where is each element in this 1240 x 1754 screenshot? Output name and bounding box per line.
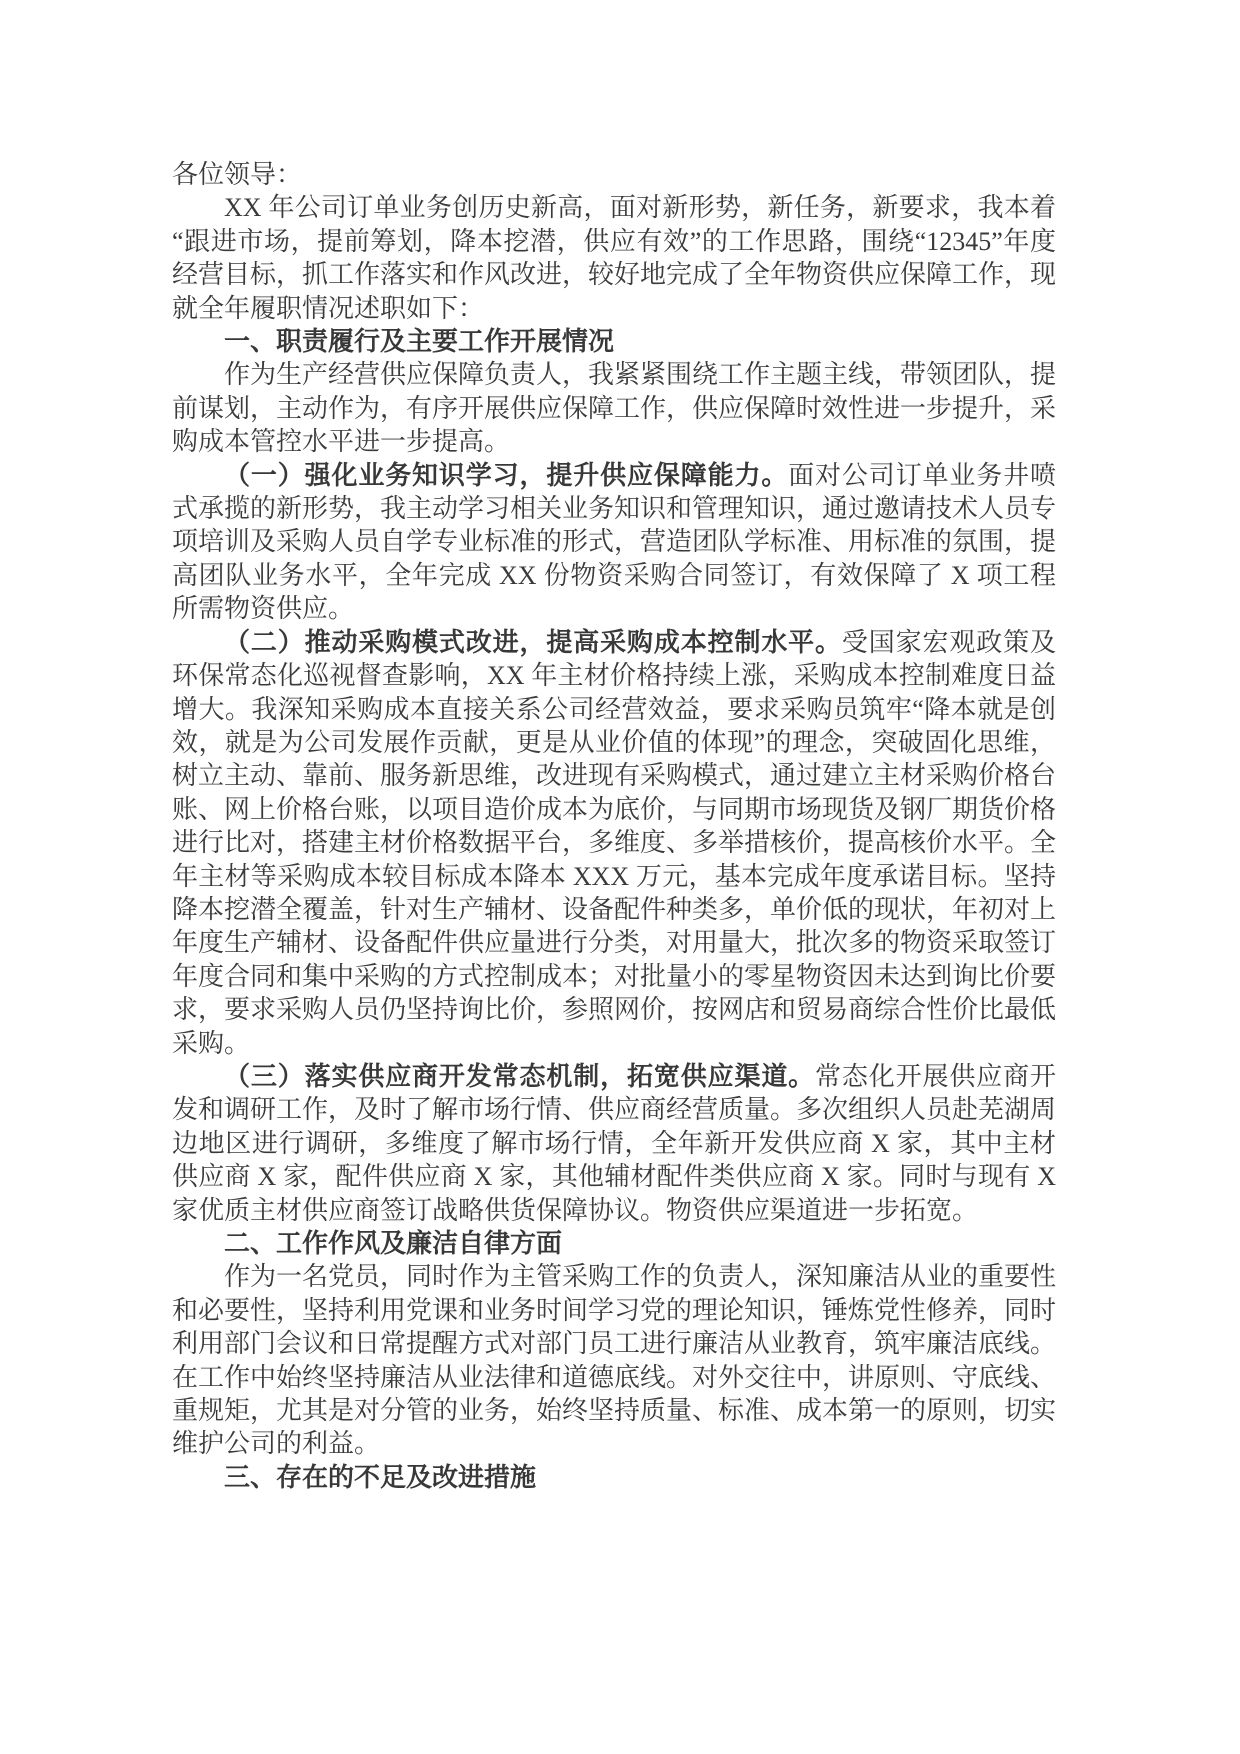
document-body [172, 158, 1056, 1494]
paragraph: XX 年公司订单业务创历史新高，面对新形势，新任务，新要求，我本着“跟进市场，提前筹划，降本挖潜，供应有效”的工作思路，围绕“12345”年度经营目标，抓工作落实和作风改进，较好地完成了全年物资供应保障工作，现就全年履职情况述职如下： [172, 193, 1057, 323]
section-heading: 一、职责履行及主要工作开展情况 [224, 327, 615, 357]
salutation-line: 各位领导： [172, 160, 303, 189]
paragraph: （三）落实供应商开发常态机制，拓宽供应渠道。常态化开展供应商开发和调研工作，及时了解市场行情、供应商经营质量。多次组织人员赴芜湖周边地区进行调研，多维度了解市场行情，全年新开发供应商 X 家，其中主材供应商 X 家，配件供应商 X 家，其他辅材配件类供应商 X 家。同时与现有 X 家优质主材供应商签订战略供货保障协议。物资供应渠道进一步拓宽。 [172, 1061, 1057, 1225]
paragraph: 作为生产经营供应保障负责人，我紧紧围绕工作主题主线，带领团队，提前谋划，主动作为，有序开展供应保障工作，供应保障时效性进一步提升，采购成本管控水平进一步提高。 [172, 360, 1057, 457]
paragraph: （一）强化业务知识学习，提升供应保障能力。面对公司订单业务井喷式承揽的新形势，我主动学习相关业务知识和管理知识，通过邀请技术人员专项培训及采购人员自学专业标准的形式，营造团队学标准、用标准的氛围，提高团队业务水平，全年完成 XX 份物资采购合同签订，有效保障了 X 项工程所需物资供应。 [172, 460, 1057, 624]
section-heading: 二、工作作风及廉洁自律方面 [224, 1229, 563, 1258]
section-heading: 三、存在的不足及改进措施 [224, 1462, 537, 1492]
paragraph: 作为一名党员，同时作为主管采购工作的负责人，深知廉洁从业的重要性和必要性，坚持利用党课和业务时间学习党的理论知识，锤炼党性修养，同时利用部门会议和日常提醒方式对部门员工进行廉洁从业教育，筑牢廉洁底线。在工作中始终坚持廉洁从业法律和道德底线。对外交往中，讲原则、守底线、重规矩，尤其是对分管的业务，始终坚持质量、标准、成本第一的原则，切实维护公司的利益。 [172, 1262, 1057, 1459]
paragraph-lead: （一）强化业务知识学习，提升供应保障能力。 [224, 460, 789, 490]
paragraph: （二）推动采购模式改进，提高采购成本控制水平。受国家宏观政策及环保常态化巡视督查影响，XX 年主材价格持续上涨，采购成本控制难度日益增大。我深知采购成本直接关系公司经营效益，要求采购员筑牢“降本就是创效，就是为公司发展作贡献，更是从业价值的体现”的理念，突破固化思维，树立主动、靠前、服务新思维，改进现有采购模式，通过建立主材采购价格台账、网上价格台账，以项目造价成本为底价，与同期市场现货及钢厂期货价格进行比对，搭建主材价格数据平台，多维度、多举措核价，提高核价水平。全年主材等采购成本较目标成本降本 XXX 万元，基本完成年度承诺目标。坚持降本挖潜全覆盖，针对生产辅材、设备配件种类多，单价低的现状，年初对上年度生产辅材、设备配件供应量进行分类，对用量大，批次多的物资采取签订年度合同和集中采购的方式控制成本；对批量小的零星物资因未达到询比价要求，要求采购人员仍坚持询比价，参照网价，按网店和贸易商综合性价比最低采购。 [172, 627, 1057, 1058]
paragraph-lead: （三）落实供应商开发常态机制，拓宽供应渠道。 [224, 1061, 816, 1091]
paragraph-lead: （二）推动采购模式改进，提高采购成本控制水平。 [224, 627, 842, 657]
